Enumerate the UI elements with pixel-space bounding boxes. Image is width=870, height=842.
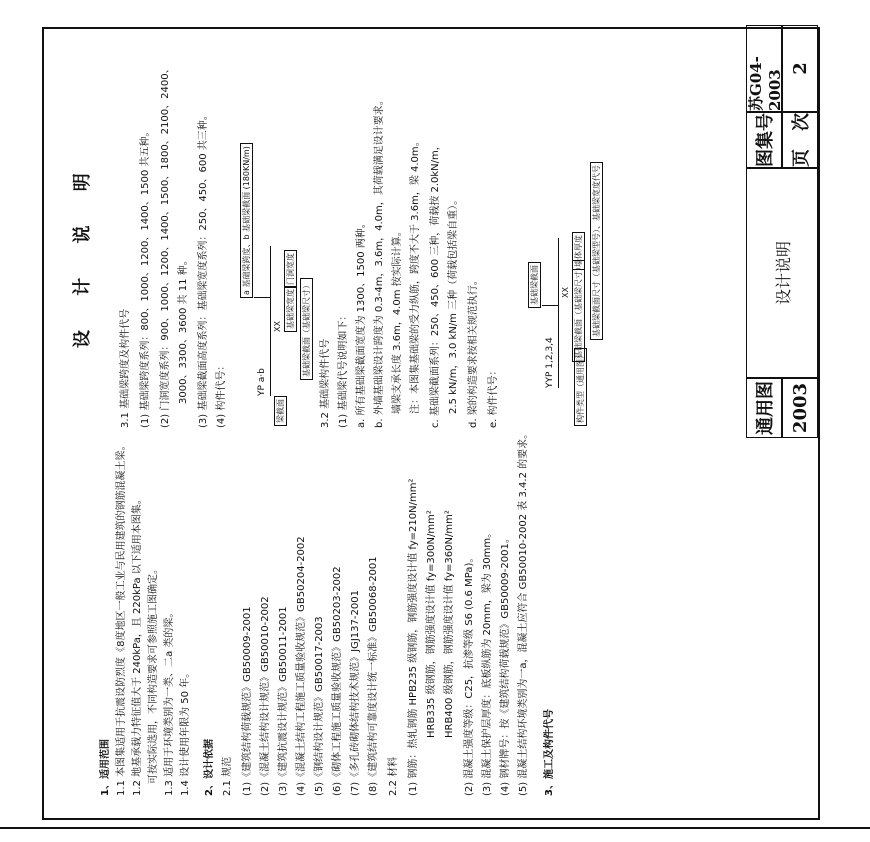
text-line: (1) 基础梁跨度系列：800、1000、1200、1400、1500 共五种。 bbox=[140, 126, 151, 428]
text-line: 3000、3300、3600 共 11 种。 bbox=[178, 255, 189, 404]
text-line: 1.2 地基承载力特征值大于 240kPa，且 220kPa 以下适用本图集。 bbox=[132, 494, 143, 796]
text-line: (4)《混凝土结构工程施工质量验收规范》GB50204-2002 bbox=[296, 536, 307, 796]
text-line: (3) 基础梁截面高度系列：基础梁宽度系列：250、450、600 共三种。 bbox=[198, 110, 209, 428]
page-title: 设 计 说 明 bbox=[72, 159, 93, 348]
text-line: (3) 混凝土保护层厚度：底板纵筋为 20mm，梁为 30mm。 bbox=[482, 527, 493, 796]
text-line: b. 外墙基础梁设计跨度为 0.3-4m，3.6m，4.0m，其荷载满足设计要求。 bbox=[374, 95, 385, 428]
text-line: (1) 基础梁代号说明如下： bbox=[338, 310, 349, 428]
text-line: 3.2 基础梁构件代号 bbox=[320, 338, 331, 428]
text-line: (6)《砌体工程施工质量验收规范》GB50203-2002 bbox=[332, 566, 343, 796]
diagram-label: 基础梁截面 bbox=[528, 262, 541, 308]
text-line: d. 梁的构造要求按相关规范执行。 bbox=[468, 275, 479, 428]
text-line: 2.2 材料 bbox=[388, 756, 399, 796]
drawing-frame bbox=[42, 27, 820, 820]
title-block-drawing-name: 设计说明 bbox=[746, 168, 818, 378]
text-line: 1.3 适用于环境类别为一类、二a 类的梁。 bbox=[164, 607, 175, 796]
text-line: 3、施工及构件代号 bbox=[544, 709, 555, 796]
leader-line bbox=[270, 246, 271, 396]
title-block bbox=[746, 25, 818, 818]
leader-line bbox=[558, 238, 559, 388]
text-line: (1)《建筑结构荷载规范》GB50009-2001 bbox=[242, 606, 253, 796]
text-line: 2.1 规范 bbox=[222, 756, 233, 796]
text-line: (1) 钢筋：热轧钢筋 HPB235 级钢筋，钢筋强度设计值 fy=210N/mm² bbox=[408, 478, 419, 796]
diagram-code: YP a·b bbox=[257, 368, 267, 396]
diagram-box: 基础梁截面（基础梁尺寸） bbox=[572, 260, 585, 362]
text-line: 1、适用范围 bbox=[100, 739, 111, 796]
text-line: (7)《多孔砖砌体结构技术规范》JGJ137-2001 bbox=[350, 590, 361, 796]
diagram-box: 基础梁截面尺寸（基础梁型号）、基础梁宽度代号 bbox=[590, 162, 603, 340]
page-bottom-rule bbox=[0, 827, 870, 829]
title-block-general: 通用图 bbox=[746, 378, 782, 438]
text-line: (3)《建筑抗震设计规范》GB50011-2001 bbox=[278, 606, 289, 796]
diagram-label: a 基础梁跨度、b 基础梁截面 (180KN/m) bbox=[240, 143, 253, 298]
diagram-code: YYP 1,2,3,4 bbox=[545, 337, 555, 388]
title-block-page-label: 页 次 bbox=[782, 112, 818, 168]
title-block-page-no: 2 bbox=[782, 25, 818, 112]
diagram-box: 基础梁宽度 bbox=[284, 286, 297, 332]
text-line: HRB335 级钢筋，钢筋强度设计值 fy=300N/mm² bbox=[426, 510, 437, 738]
text-line: 2、设计依据 bbox=[204, 739, 215, 796]
text-line: (8)《建筑结构可靠度设计统一标准》GB50068-2001 bbox=[368, 556, 379, 796]
text-line: 3.1 基础梁跨度及构件代号 bbox=[120, 308, 131, 428]
text-line: HRB400 级钢筋，钢筋强度设计值 fy=360N/mm² bbox=[444, 510, 455, 738]
leader-line bbox=[254, 297, 270, 298]
diagram-box: 基础梁截面（基础梁尺寸） bbox=[300, 278, 313, 380]
diagram-xx: XX bbox=[561, 287, 570, 298]
diagram-box: 梁截面 bbox=[274, 396, 287, 426]
text-line: 可按实际选用，不同构造要求可参照施工图确定。 bbox=[148, 564, 159, 784]
diagram-box: 墙体厚度 bbox=[572, 232, 585, 270]
title-block-year: 2003 bbox=[782, 378, 818, 438]
text-line: 注：本图集基础梁的受力纵筋，跨度不大于 3.6m，梁 4.0m。 bbox=[410, 136, 421, 414]
diagram-box: 构件类型（通用图） bbox=[574, 348, 587, 426]
text-line: (2)《混凝土结构设计规范》GB50010-2002 bbox=[260, 596, 271, 796]
text-line: (2) 混凝土强度等级：C25，抗渗等级 S6 (0.6 MPa)。 bbox=[464, 552, 475, 796]
text-line: c. 基础梁截面系列：250、450、600 三种，荷载按 2.0kN/m， bbox=[430, 140, 441, 428]
text-line: (2) 门洞宽度系列：900、1000、1200、1400、1500、1800、2100、2400、 bbox=[160, 63, 171, 428]
text-line: (5) 混凝土结构环境类别为一a，混凝土应符合 GB50010-2002 表 3.4.2 的要求。 bbox=[518, 428, 529, 796]
text-line: a. 所有基础梁截面宽度为 1300、1500 两种。 bbox=[356, 218, 367, 428]
title-block-atlas-no: 苏G04-2003 bbox=[746, 25, 782, 112]
text-line: (5)《钢结构设计规范》GB50017-2003 bbox=[314, 616, 325, 796]
text-line: 墙梁支承长度 3.6m，4.0m 按实际计算。 bbox=[392, 226, 403, 414]
title-block-atlas-label: 图集号 bbox=[746, 112, 782, 168]
text-line: (4) 构件代号： bbox=[216, 360, 227, 428]
diagram-box: 门洞宽度 bbox=[284, 250, 297, 288]
leader-line bbox=[542, 305, 558, 306]
text-line: (4) 钢材牌号：按《建筑结构荷载规范》GB50009-2001。 bbox=[500, 533, 511, 796]
diagram-xx: XX bbox=[273, 321, 282, 332]
text-line: e. 构件代号： bbox=[488, 365, 499, 428]
text-line: 2.5 kN/m，3.0 kN/m 三种（荷载包括梁自重）。 bbox=[448, 194, 459, 414]
text-line: 1.4 设计使用年限为 50 年。 bbox=[180, 667, 191, 796]
text-line: 1.1 本图集适用于抗震设防烈度《8度地区一般工业与民用建筑的钢筋混凝土梁。 bbox=[116, 440, 127, 796]
